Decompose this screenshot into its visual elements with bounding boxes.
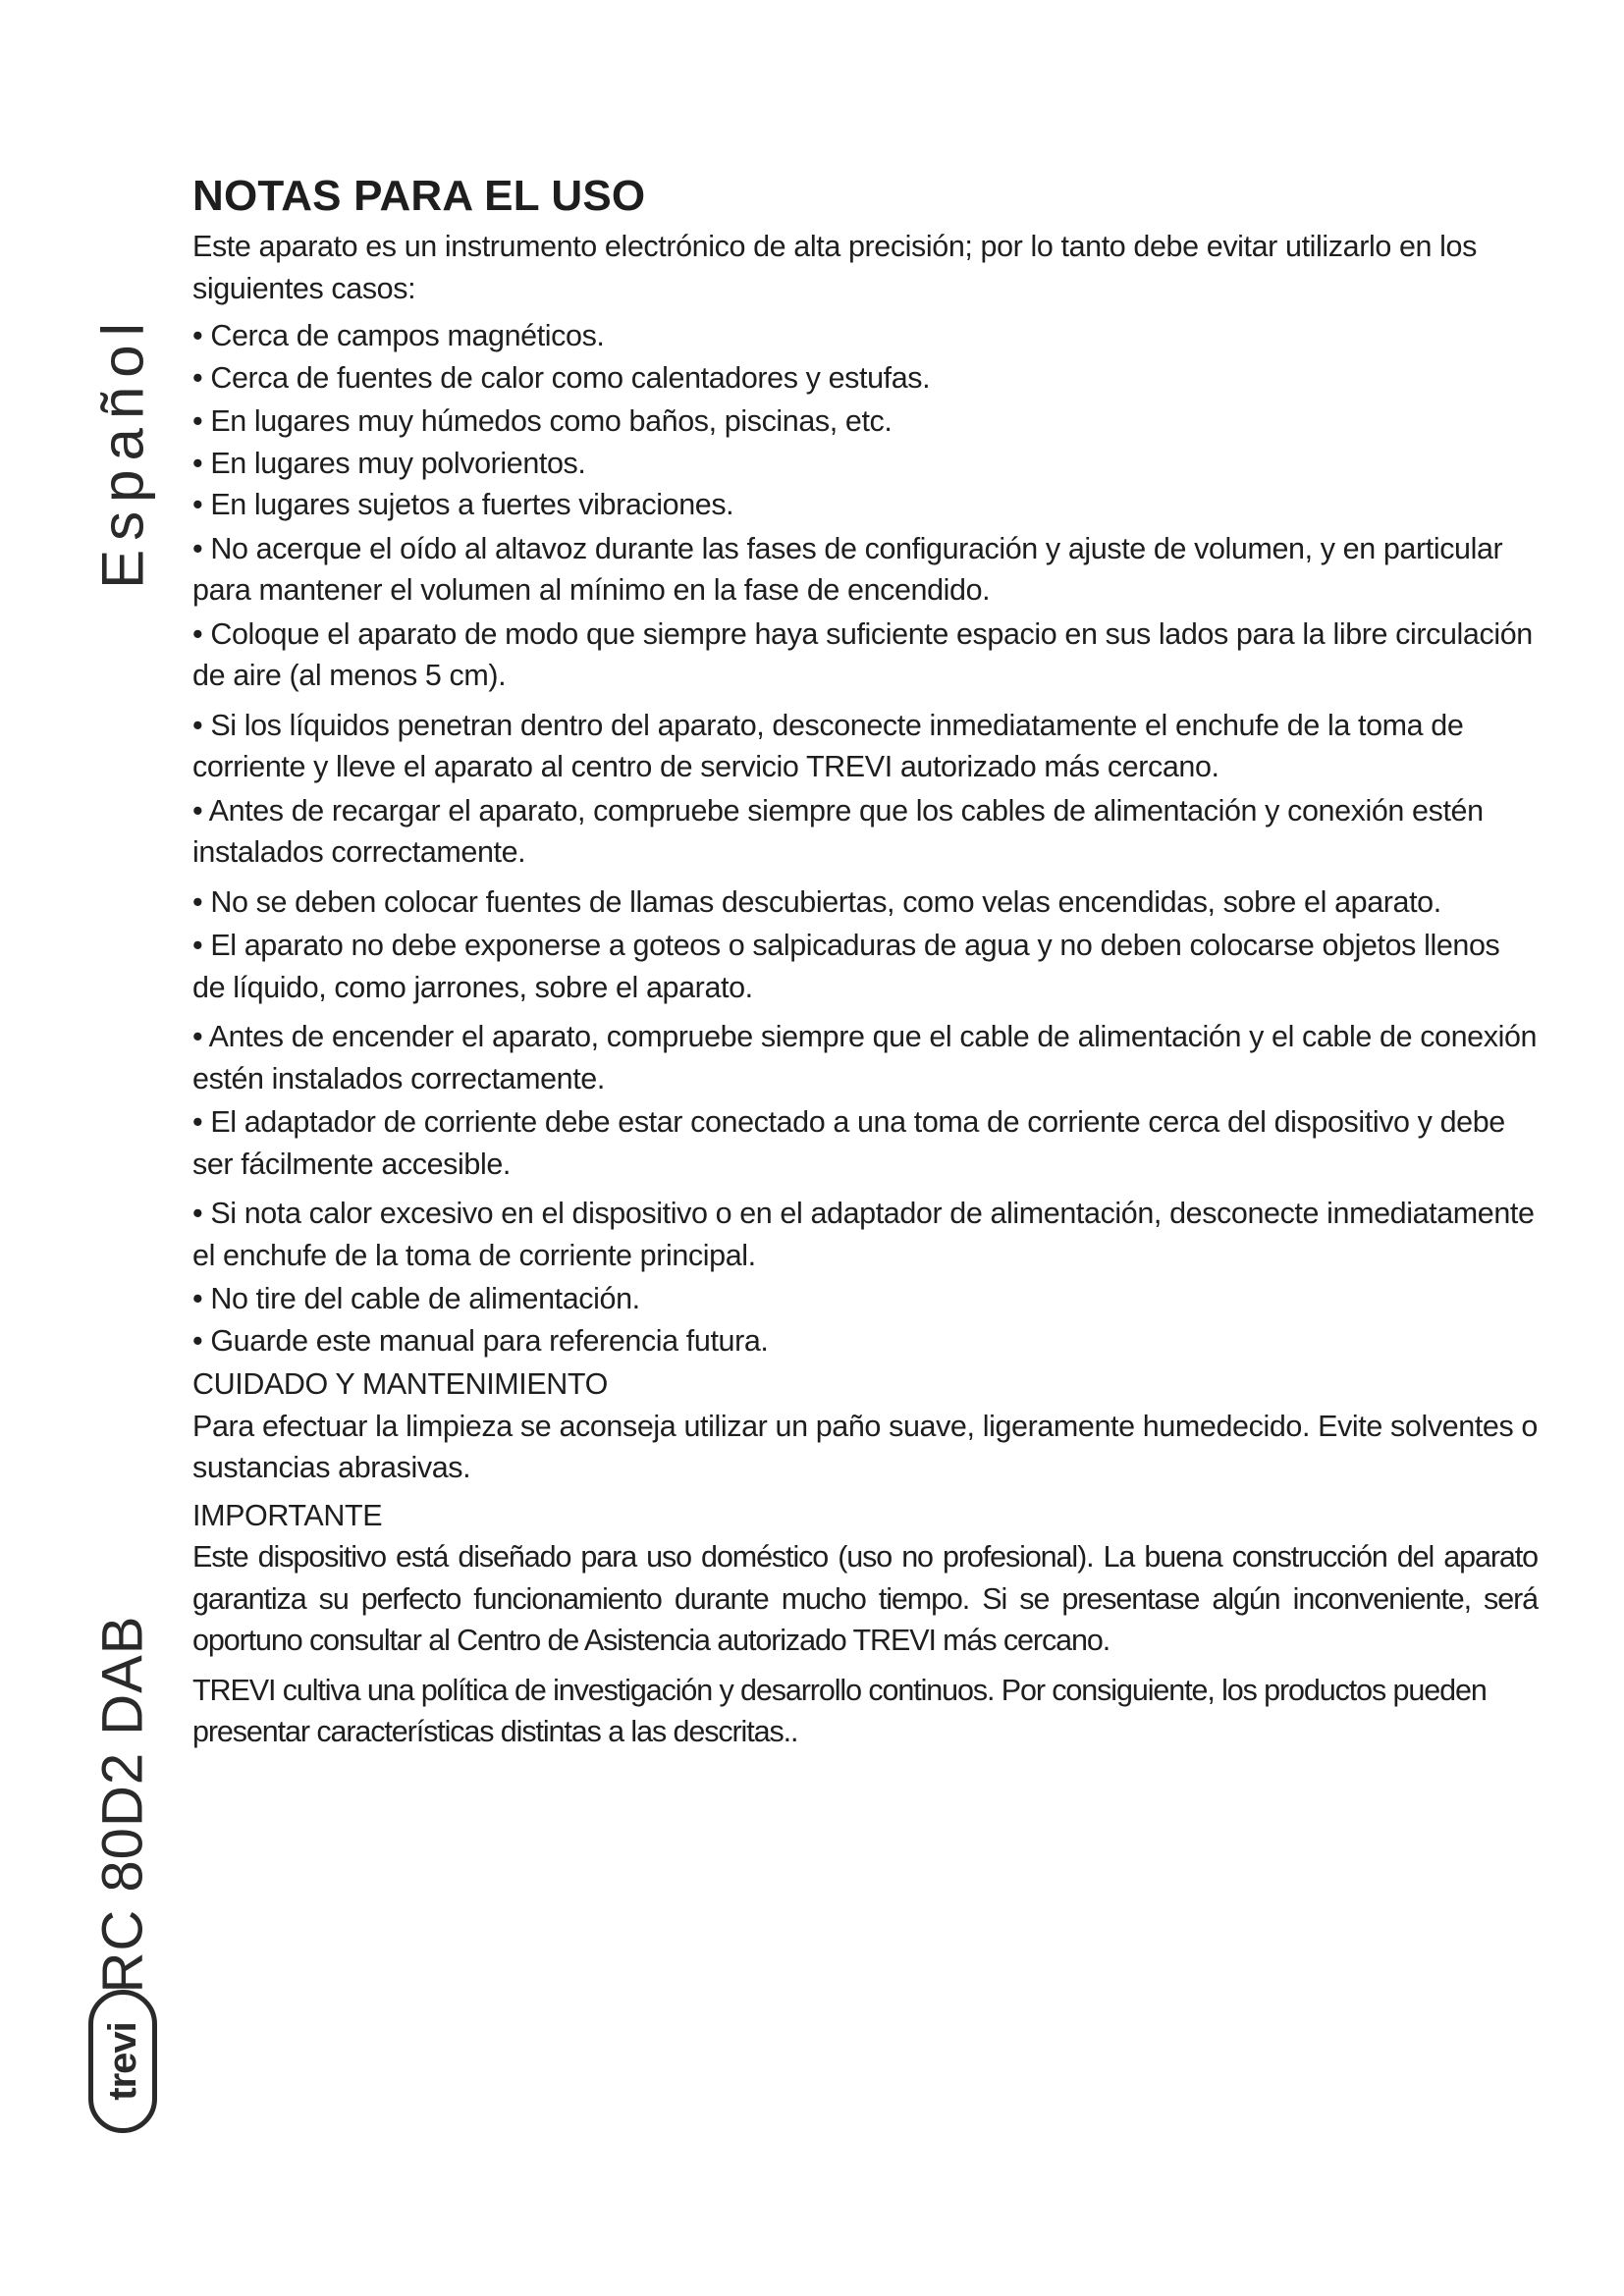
manual-content	[192, 169, 1538, 1759]
list-item: • El aparato no debe exponerse a goteos o salpicaduras de agua y no deben colocarse objetos llenos de líquido, como jarrones, sobre el aparato.	[192, 929, 1500, 1004]
list-item: • Antes de recargar el aparato, compruebe siempre que los cables de alimentación y conexión estén instalados correctamente.	[192, 793, 1484, 869]
policy-text: TREVI cultiva una política de investigación y desarrollo continuos. Por consiguiente, los productos pueden presentar características distintas a las descritas..	[192, 1673, 1487, 1748]
brand-logo-text: trevi	[100, 2022, 144, 2101]
intro-paragraph: Este aparato es un instrumento electrónico de alta precisión; por lo tanto debe evitar utilizarlo en los siguientes casos:	[192, 230, 1477, 305]
list-item: • No acerque el oído al altavoz durante las fases de configuración y ajuste de volumen, y en particular para mantener el volumen al mínimo en la fase de encendido.	[192, 531, 1503, 607]
list-item: • Guarde este manual para referencia futura.	[192, 1323, 769, 1358]
important-text: Este dispositivo está diseñado para uso doméstico (uso no profesional). La buena construcción del aparato garantiza su perfecto funcionamiento durante mucho tiempo. Si se presentase algún inconveniente, será oportuno consultar al Centro de Asistencia autorizado TREVI más cercano.	[192, 1540, 1538, 1657]
list-item: • No tire del cable de alimentación.	[192, 1282, 640, 1315]
list-item: • Antes de encender el aparato, compruebe siempre que el cable de alimentación y el cable de conexión estén instalados correctamente.	[192, 1020, 1538, 1095]
list-item: • Cerca de campos magnéticos.	[192, 319, 605, 352]
list-item: • En lugares muy polvorientos.	[192, 446, 586, 480]
usage-notes-list	[192, 315, 1538, 1362]
care-text: Para efectuar la limpieza se aconseja utilizar un paño suave, ligeramente humedecido. Evite solventes o sustancias abrasivas.	[192, 1409, 1538, 1484]
list-item: • Si nota calor excesivo en el dispositivo o en el adaptador de alimentación, desconecte inmediatamente el enchufe de la toma de corriente principal.	[192, 1197, 1535, 1272]
list-item: • No se deben colocar fuentes de llamas descubiertas, como velas encendidas, sobre el aparato.	[192, 884, 1441, 919]
list-item: • Cerca de fuentes de calor como calentadores y estufas.	[192, 360, 931, 395]
care-heading: CUIDADO Y MANTENIMIENTO	[192, 1367, 608, 1401]
page-title: NOTAS PARA EL USO	[192, 172, 646, 220]
list-item: • Coloque el aparato de modo que siempre haya suficiente espacio en sus lados para la libre circulación de aire (al menos 5 cm).	[192, 616, 1533, 692]
list-item: • En lugares muy húmedos como baños, piscinas, etc.	[192, 404, 893, 438]
language-label: Español	[89, 314, 156, 589]
model-label: RC 80D2 DAB	[90, 1615, 155, 1994]
list-item: • El adaptador de corriente debe estar conectado a una toma de corriente cerca del dispositivo y debe ser fácilmente accesible.	[192, 1105, 1505, 1181]
list-item: • Si los líquidos penetran dentro del aparato, desconecte inmediatamente el enchufe de la toma de corriente y lleve el aparato al centro de servicio TREVI autorizado más cercano.	[192, 708, 1464, 783]
brand-logo	[88, 1990, 157, 2133]
sidebar	[88, 167, 157, 2199]
list-item: • En lugares sujetos a fuertes vibraciones.	[192, 488, 734, 521]
important-heading: IMPORTANTE	[192, 1498, 383, 1532]
